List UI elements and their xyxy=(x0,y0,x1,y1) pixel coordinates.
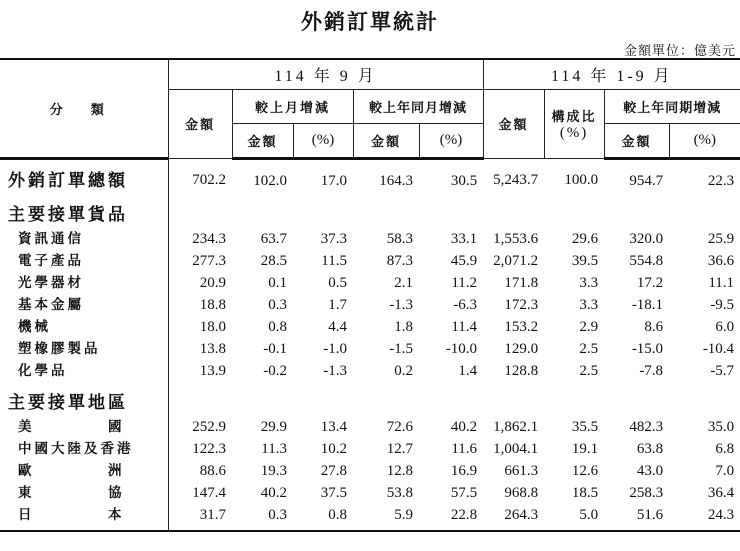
row-label: 電子產品 xyxy=(0,250,168,272)
table-row xyxy=(0,228,740,250)
header-mom-pct: (%) xyxy=(293,123,353,158)
header-yoy-month-amount: 金額 xyxy=(353,123,419,158)
header-yoy-period-amount: 金額 xyxy=(604,123,669,158)
row-label xyxy=(0,504,168,531)
cell: 3.3 xyxy=(579,296,599,313)
cell: 7.0 xyxy=(715,462,735,479)
row-label: 資訊通信 xyxy=(0,228,168,250)
header-yoy-month: 較上年同月增減 xyxy=(353,89,483,123)
table-row xyxy=(0,416,740,438)
header-ytd-amount: 金額 xyxy=(483,89,544,158)
cell: 45.9 xyxy=(450,252,478,269)
cell: 58.3 xyxy=(386,230,413,247)
cell: 53.8 xyxy=(386,484,413,501)
cell: 172.3 xyxy=(504,296,539,313)
cell: 102.0 xyxy=(253,172,287,189)
cell: 25.9 xyxy=(707,230,735,247)
cell: 6.8 xyxy=(715,440,735,457)
cell: 35.5 xyxy=(571,418,599,435)
cell: 51.6 xyxy=(604,504,669,531)
row-label xyxy=(0,460,168,482)
cell: -15.0 xyxy=(631,340,664,357)
cell: 2.1 xyxy=(394,274,413,291)
cell: 13.8 xyxy=(199,340,226,357)
row-label: 機械 xyxy=(0,316,168,338)
cell: 100.0 xyxy=(564,172,599,188)
cell: 12.7 xyxy=(386,440,413,457)
cell: 40.2 xyxy=(450,418,478,435)
cell: -1.3 xyxy=(323,362,347,379)
cell: 147.4 xyxy=(192,484,226,501)
cell: 1,862.1 xyxy=(493,418,539,435)
header-yoy-period-pct: (%) xyxy=(669,123,740,158)
section-heading-products xyxy=(0,194,740,228)
cell: -1.3 xyxy=(389,296,413,313)
cell: 33.1 xyxy=(450,230,478,247)
cell: 11.3 xyxy=(261,440,287,457)
cell: 11.4 xyxy=(451,318,478,335)
cell: 2,071.2 xyxy=(493,252,539,269)
table-row xyxy=(0,482,740,504)
header-category: 分類 xyxy=(0,59,168,158)
cell: 63.8 xyxy=(636,440,664,457)
cell: 661.3 xyxy=(504,462,539,479)
section-heading: 主要接單地區 xyxy=(0,382,168,416)
cell: 554.8 xyxy=(629,252,664,269)
cell: 31.7 xyxy=(168,504,232,531)
unit-note: 金額單位：億美元 xyxy=(623,44,736,59)
cell: -7.8 xyxy=(639,362,664,379)
cell: 37.3 xyxy=(320,230,347,247)
header-period-month: 114 年 9 月 xyxy=(168,59,483,89)
cell: 29.6 xyxy=(571,230,599,247)
row-label-left: 日 xyxy=(18,506,35,523)
cell: -5.7 xyxy=(710,362,735,379)
table-row xyxy=(0,294,740,316)
cell: 1,553.6 xyxy=(493,230,539,247)
cell: 17.0 xyxy=(320,172,347,189)
row-label: 化學品 xyxy=(0,360,168,382)
table-row xyxy=(0,250,740,272)
cell: 22.8 xyxy=(419,504,483,531)
cell: 11.5 xyxy=(321,252,347,269)
row-label xyxy=(0,416,168,438)
cell: 258.3 xyxy=(629,484,664,501)
cell: 1,004.1 xyxy=(493,440,539,457)
cell: 30.5 xyxy=(450,172,478,189)
cell: 19.1 xyxy=(571,440,599,457)
cell: 39.5 xyxy=(571,252,599,269)
cell: 40.2 xyxy=(260,484,287,501)
header-mom-amount: 金額 xyxy=(232,123,293,158)
cell: 57.5 xyxy=(450,484,478,501)
cell: 20.9 xyxy=(199,274,226,291)
header-share-pct: (%) xyxy=(559,124,589,141)
cell: 5.9 xyxy=(353,504,419,531)
cell: 0.5 xyxy=(328,274,347,291)
export-orders-table xyxy=(0,58,740,532)
cell: 6.0 xyxy=(715,318,735,335)
cell: -10.0 xyxy=(445,340,478,357)
cell: 3.3 xyxy=(579,274,599,291)
cell: 88.6 xyxy=(199,462,226,479)
row-label-left: 美 xyxy=(18,418,35,435)
cell: 72.6 xyxy=(386,418,413,435)
cell: -18.1 xyxy=(631,296,664,313)
cell: -0.1 xyxy=(263,340,287,357)
section-heading: 主要接單貨品 xyxy=(0,194,168,228)
row-label-left: 歐 xyxy=(18,462,35,479)
cell: 164.3 xyxy=(379,172,413,189)
header-yoy-month-pct: (%) xyxy=(419,123,483,158)
cell: 35.0 xyxy=(707,418,735,435)
cell: 264.3 xyxy=(483,504,544,531)
cell: 28.5 xyxy=(260,252,287,269)
cell: 10.2 xyxy=(320,440,347,457)
row-label: 外銷訂單總額 xyxy=(0,158,168,194)
row-label-right: 洲 xyxy=(108,462,125,479)
row-label-right: 本 xyxy=(108,506,125,523)
row-label: 塑橡膠製品 xyxy=(0,338,168,360)
cell: 16.9 xyxy=(450,462,478,479)
cell: 12.8 xyxy=(386,462,413,479)
cell: 2.9 xyxy=(579,318,599,335)
cell: 0.3 xyxy=(232,504,293,531)
cell: 968.8 xyxy=(504,484,539,501)
cell: -6.3 xyxy=(453,296,478,313)
row-label: 中國大陸及香港 xyxy=(0,438,168,460)
cell: 0.1 xyxy=(268,274,287,291)
cell: 37.5 xyxy=(320,484,347,501)
row-label: 光學器材 xyxy=(0,272,168,294)
cell: 24.3 xyxy=(669,504,740,531)
header-period-ytd: 114 年 1-9 月 xyxy=(483,59,740,89)
header-yoy-period: 較上年同期增減 xyxy=(604,89,740,123)
cell: 234.3 xyxy=(192,230,226,247)
cell: 2.5 xyxy=(579,340,599,357)
table-row xyxy=(0,272,740,294)
cell: 129.0 xyxy=(504,340,539,357)
table-row xyxy=(0,460,740,482)
cell: 5.0 xyxy=(544,504,604,531)
cell: 482.3 xyxy=(629,418,664,435)
cell: 13.4 xyxy=(320,418,347,435)
cell: 11.1 xyxy=(708,274,735,291)
cell: 12.6 xyxy=(571,462,599,479)
cell: 18.8 xyxy=(199,296,226,313)
cell: -0.2 xyxy=(263,362,287,379)
cell: -1.0 xyxy=(323,340,347,357)
cell: 87.3 xyxy=(386,252,413,269)
cell: 153.2 xyxy=(504,318,539,335)
cell: 702.2 xyxy=(192,172,226,188)
cell: 5,243.7 xyxy=(493,172,539,188)
cell: 11.2 xyxy=(451,274,478,291)
cell: 0.2 xyxy=(394,362,413,379)
cell: 2.5 xyxy=(579,362,599,379)
table-row-total xyxy=(0,158,740,194)
cell: 22.3 xyxy=(707,172,735,189)
cell: 122.3 xyxy=(192,440,226,457)
cell: 36.6 xyxy=(707,252,735,269)
table-row xyxy=(0,360,740,382)
cell: 11.6 xyxy=(451,440,478,457)
cell: 27.8 xyxy=(320,462,347,479)
row-label-right: 國 xyxy=(108,418,125,435)
cell: 1.8 xyxy=(394,318,413,335)
header-mom: 較上月增減 xyxy=(232,89,353,123)
cell: -10.4 xyxy=(702,340,735,357)
cell: 128.8 xyxy=(504,362,539,379)
cell: 0.8 xyxy=(293,504,353,531)
cell: 252.9 xyxy=(192,418,226,435)
section-heading-regions xyxy=(0,382,740,416)
cell: 18.0 xyxy=(199,318,226,335)
row-label-right: 協 xyxy=(108,484,125,501)
table-row xyxy=(0,338,740,360)
cell: 1.4 xyxy=(458,362,478,379)
table-row xyxy=(0,316,740,338)
cell: 19.3 xyxy=(260,462,287,479)
row-label xyxy=(0,482,168,504)
header-share-label: 構成比 xyxy=(551,109,597,125)
cell: -1.5 xyxy=(389,340,413,357)
cell: 17.2 xyxy=(636,274,664,291)
cell: 171.8 xyxy=(504,274,539,291)
cell: 0.8 xyxy=(268,318,287,335)
cell: 0.3 xyxy=(268,296,287,313)
cell: 1.7 xyxy=(328,296,347,313)
header-share xyxy=(544,89,604,158)
cell: -9.5 xyxy=(710,296,735,313)
cell: 36.4 xyxy=(707,484,735,501)
page-title: 外銷訂單統計 xyxy=(301,9,439,34)
cell: 29.9 xyxy=(260,418,287,435)
cell: 18.5 xyxy=(571,484,599,501)
header-month-amount: 金額 xyxy=(168,89,232,158)
cell: 277.3 xyxy=(192,252,226,269)
cell: 4.4 xyxy=(328,318,347,335)
cell: 13.9 xyxy=(199,362,226,379)
cell: 954.7 xyxy=(629,172,664,189)
cell: 8.6 xyxy=(644,318,664,335)
table-row xyxy=(0,438,740,460)
cell: 320.0 xyxy=(629,230,664,247)
row-label-left: 東 xyxy=(18,484,35,501)
table-row xyxy=(0,504,740,531)
row-label: 基本金屬 xyxy=(0,294,168,316)
cell: 63.7 xyxy=(260,230,287,247)
cell: 43.0 xyxy=(636,462,664,479)
